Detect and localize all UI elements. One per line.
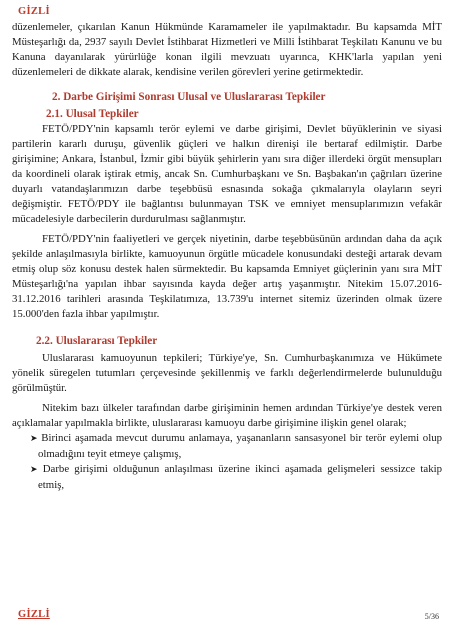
section-heading-2-2: 2.2. Uluslararası Tepkiler bbox=[36, 335, 158, 347]
arrow-right-icon: ➤ bbox=[30, 434, 38, 444]
bullet-text-2: Darbe girişimi olduğunun anlaşılması üzerine ikinci aşamada gelişmeleri sessizce takip etmiş, bbox=[38, 463, 442, 491]
arrow-right-icon: ➤ bbox=[30, 465, 38, 475]
paragraph-national-2: FETÖ/PDY'nin faaliyetleri ve gerçek niyetinin, darbe teşebbüsünün ardından daha da açık şekilde anlaşılmasıyla birlikte, kamuoyunun örgütle mücadele konusundaki desteği artarak devam etmiş olup söz konusu destek halen sürmektedir. Bu kapsamda Emniyet güçlerinin yanı sıra MİT Müsteşarlığı'na yapılan ihbar sayısında kayda değer artış yaşanmıştır. Nitekim 15.07.2016-31.12.2016 tarihleri arasında Teşkilatımıza, 13.739'u internet sitemiz üzerinden olmak üzere 15.000'den fazla ihbar yapılmıştır. bbox=[12, 233, 442, 320]
paragraph-intro: düzenlemeler, çıkarılan Kanun Hükmünde Karamameler ile yapılmaktadır. Bu kapsamda MİT Müsteşarlığı da, 2937 sayılı Devlet İstihbarat Hizmetleri ve Milli İstihbarat Teşkilatı Kanunu ve bu Kanuna dayanılarak yürürlüğe konan ilgili mevzuatı uyarınca, KHK'larla yapılan yeni düzenlemeleri de dikkate alarak, kendisine verilen görevleri yerine getirmektedir. bbox=[12, 21, 442, 78]
section-heading-2-1: 2.1. Ulusal Tepkiler bbox=[46, 108, 139, 120]
paragraph-international-2: Nitekim bazı ülkeler tarafından darbe girişiminin hemen ardından Türkiye'ye destek veren açıklamalar yapılmakla birlikte, uluslararası kamuoyu darbe girişimine ilişkin genel olarak; bbox=[12, 402, 442, 429]
paragraph-national-1: FETÖ/PDY'nin kapsamlı terör eylemi ve darbe girişimi, Devlet büyüklerinin ve siyasi partilerin kararlı duruşu, güvenlik güçleri ve halkın direnişi ile bertaraf edilmiştir. Darbe girişimine; Ankara, İstanbul, İzmir gibi büyük şehirlerin yanı sıra diğer illerdeki örgüt mensupları da koordineli olarak iştirak etmiş, ancak Sn. Cumhurbaşkanı ve Sn. Başbakan'ın çağrıları üzerine duyarlı vatandaşlarımızın darbe teşebbüsü esnasında sokağa çıkmalarıyla olayların seyri değişmiştir. FETÖ/PDY ile bağlantısı bulunmayan TSK ve emniyet mensuplarımızın vefakâr mücadelesiyle darbecilerin durdurulması sağlanmıştır. bbox=[12, 123, 442, 225]
section-heading-2: 2. Darbe Girişimi Sonrası Ulusal ve Uluslararası Tepkiler bbox=[52, 91, 326, 103]
classification-footer: GİZLİ bbox=[18, 609, 50, 620]
paragraph-international-1: Uluslararası kamuoyunun tepkileri; Türkiye'ye, Sn. Cumhurbaşkanımıza ve Hükümete yönelik süregelen tutumları çerçevesinde şekillenmiş ve farklı değerlendirmelerde bulunulduğu görülmüştür. bbox=[12, 352, 442, 394]
document-body bbox=[12, 20, 442, 493]
bullet-item-1 bbox=[12, 431, 442, 462]
bullet-text-1: Birinci aşamada mevcut durumu anlamaya, yaşananların sansasyonel bir terör eylemi olup olmadığını teyit etmeye çalışmış, bbox=[38, 432, 442, 460]
classification-header: GİZLİ bbox=[18, 6, 50, 17]
bullet-item-2 bbox=[12, 462, 442, 493]
page-number: 5/36 bbox=[424, 612, 439, 621]
